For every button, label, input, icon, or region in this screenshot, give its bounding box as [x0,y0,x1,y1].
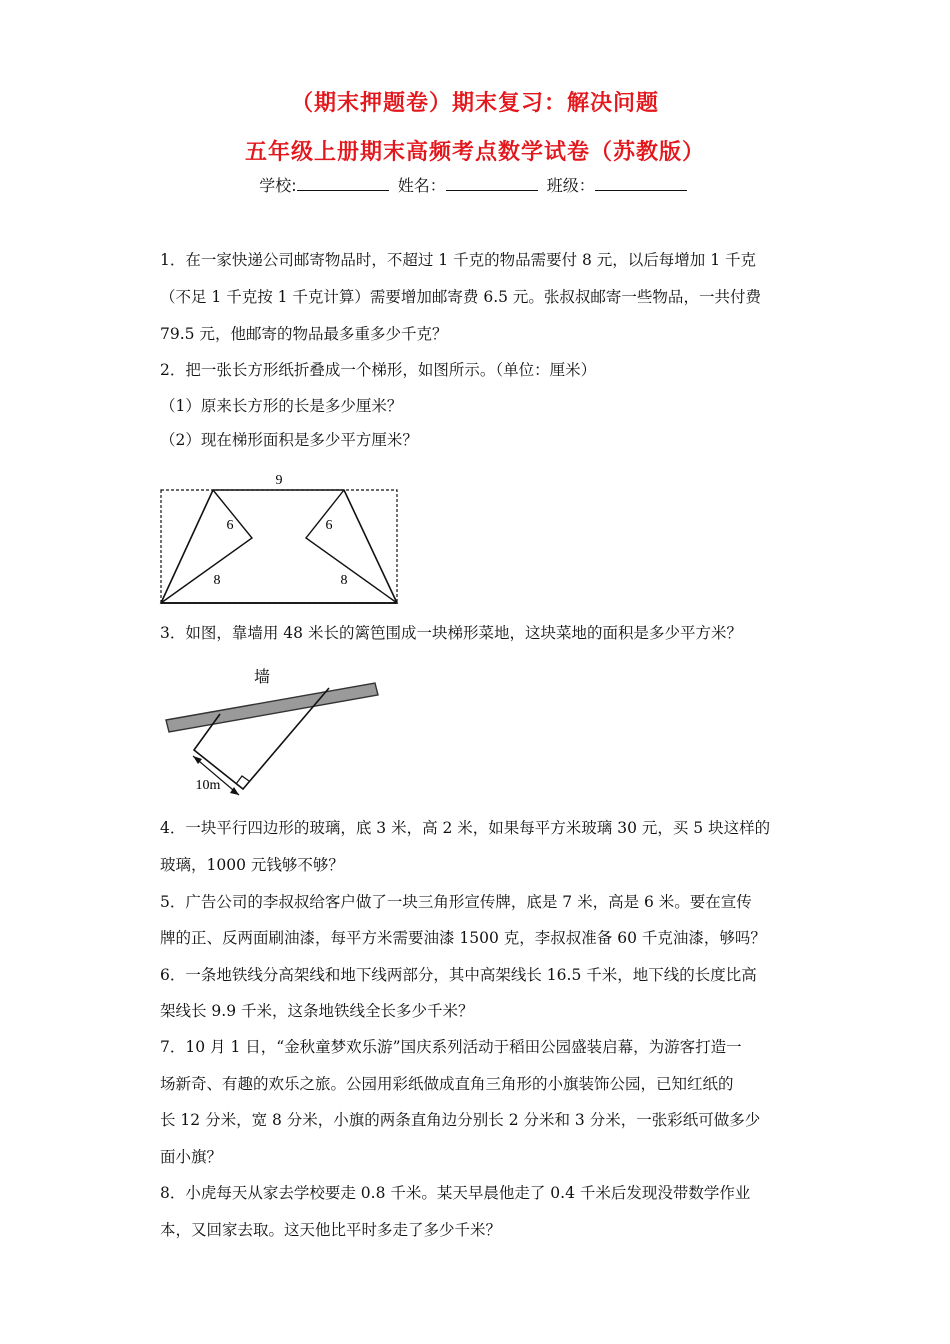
q5-line-1: 5．广告公司的李叔叔给客户做了一块三角形宣传牌，底是 7 米，高是 6 米。要在宣传 [160,893,752,911]
label-right-lower: 8 [340,573,348,588]
wall-garden-figure [160,660,390,805]
student-info-row [0,173,950,196]
dimension-label: 10m [195,778,221,793]
q4-line-1: 4．一块平行四边形的玻璃，底 3 米，高 2 米，如果每平方米玻璃 30 元，买 5 块这样的 [160,819,771,837]
label-left-inner: 6 [226,518,234,533]
left-folded-flap [161,490,252,603]
name-label: 姓名： [397,176,446,195]
q7-line-3: 长 12 分米，宽 8 分米，小旗的两条直角边分别长 2 分米和 3 分米，一张彩纸可做多少 [160,1111,761,1129]
school-label: 学校: [259,176,297,195]
q8-line-2: 本，又回家去取。这天他比平时多走了多少千米？ [160,1221,502,1239]
q1-line-3: 79.5 元，他邮寄的物品最多重多少千克？ [160,325,448,343]
q6-line-1: 6．一条地铁线分高架线和地下线两部分，其中高架线长 16.5 千米，地下线的长度比高 [160,966,757,984]
original-rectangle-outline [161,490,397,603]
name-blank[interactable] [446,175,538,191]
school-blank[interactable] [297,175,389,191]
class-blank[interactable] [595,175,687,191]
trapezoid-shape [161,490,397,603]
q5-line-2: 牌的正、反两面刷油漆，每平方米需要油漆 1500 克，李叔叔准备 60 千克油漆，够吗？ [160,929,766,947]
q7-line-2: 场新奇、有趣的欢乐之旅。公园用彩纸做成直角三角形的小旗装饰公园，已知红纸的 [160,1075,734,1093]
label-top-length: 9 [275,473,283,488]
q7-line-1: 7．10 月 1 日，“金秋童梦欢乐游”国庆系列活动于稻田公园盛装启幕，为游客打造一 [160,1038,742,1056]
q2-line-1: 2．把一张长方形纸折叠成一个梯形，如图所示。（单位：厘米） [160,361,597,379]
title-line-1: （期末押题卷）期末复习：解决问题 [290,91,659,116]
q1-line-2: （不足 1 千克按 1 千克计算）需要增加邮寄费 6.5 元。张叔叔邮寄一些物品，一共付费 [160,288,761,306]
folded-trapezoid-figure [155,465,405,610]
label-right-inner: 6 [325,518,333,533]
q4-line-2: 玻璃，1000 元钱够不够？ [160,856,344,874]
q6-line-2: 架线长 9.9 千米，这条地铁线全长多少千米？ [160,1002,474,1020]
right-angle-mark [236,776,249,784]
q7-line-4: 面小旗？ [160,1148,223,1166]
q1-line-1: 1．在一家快递公司邮寄物品时，不超过 1 千克的物品需要付 8 元，以后每增加 1 千克 [160,251,757,269]
title-line-2: 五年级上册期末高频考点数学试卷（苏教版） [244,140,705,165]
q2-subquestion-1: （1）原来长方形的长是多少厘米？ [160,397,403,415]
q2-subquestion-2: （2）现在梯形面积是多少平方厘米？ [160,431,418,449]
q3-line-1: 3．如图，靠墙用 48 米长的篱笆围成一块梯形菜地，这块菜地的面积是多少平方米？ [160,624,742,642]
q8-line-1: 8．小虎每天从家去学校要走 0.8 千米。某天早晨他走了 0.4 千米后发现没带数学作业 [160,1184,751,1202]
class-label: 班级： [546,176,595,195]
wall-bar [166,683,378,732]
label-left-lower: 8 [213,573,221,588]
wall-label: 墙 [253,667,271,686]
